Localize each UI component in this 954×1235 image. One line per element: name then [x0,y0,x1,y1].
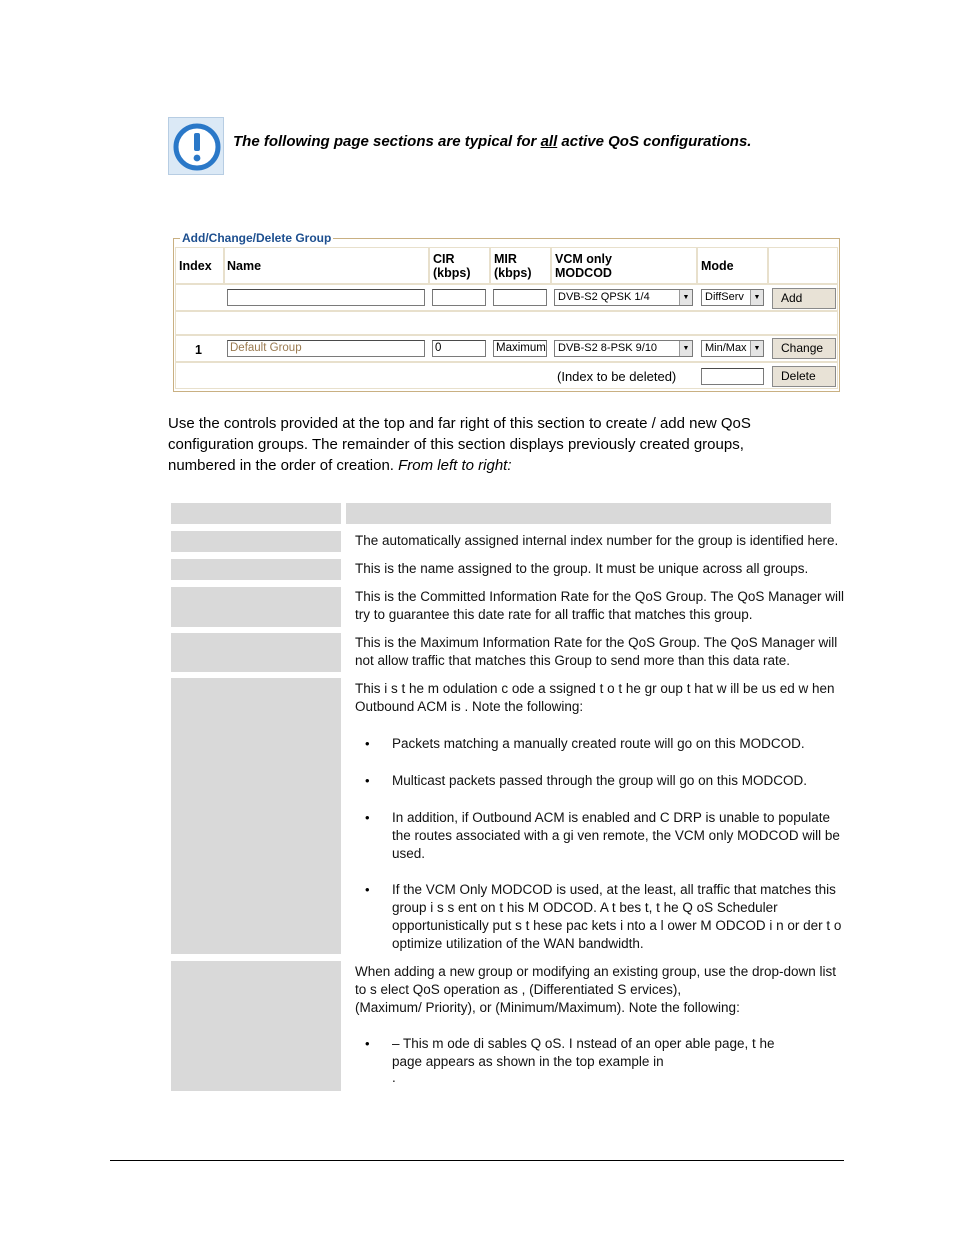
term-cell-cir [171,587,341,627]
desc-name: This is the name assigned to the group. It must be unique across all groups. [355,561,809,576]
intro-paragraph [168,413,808,476]
term-cell-name [171,559,341,580]
desc-mode-line: When adding a new group or modifying an existing group, use the drop-down list [355,964,837,979]
desc-vcm-line: This i s t he m odulation c ode a ssigned t o t he gr oup t hat w ill be us ed w hen [355,681,835,696]
desc-vcm-bullet: In addition, if Outbound ACM is enabled and C DRP is unable to populate [392,810,831,825]
header-cell-action [768,247,838,284]
add-cir-input[interactable] [432,289,486,306]
header-mir: MIR (kbps) [494,252,532,280]
header-cir: CIR (kbps) [433,252,471,280]
desc-mode-bullet: – This m ode di sables Q oS. I nstead of an oper able page, t he [392,1036,775,1051]
paragraph-line: numbered in the order of creation. From left to right: [168,457,512,474]
desc-vcm-bullet: Multicast packets passed through the group will go on this MODCOD. [392,773,807,788]
group-panel-legend: Add/Change/Delete Group [182,231,332,245]
desc-vcm-line: Outbound ACM is . Note the following: [355,699,584,714]
desc-mode-line: (Maximum/ Priority), or (Minimum/Maximum). Note the following: [355,1000,740,1015]
delete-index-label: (Index to be deleted) [557,369,677,384]
table-header-left [171,503,341,524]
header-index: Index [179,259,212,273]
desc-index: The automatically assigned internal index number for the group is identified here. [355,533,839,548]
chevron-down-icon: ▼ [679,290,692,305]
bullet-icon: • [365,882,370,897]
desc-vcm-bullet: used. [392,846,426,861]
desc-mir-line: not allow traffic that matches this Group to send more than this data rate. [355,653,790,668]
add-mode-select[interactable]: DiffServ ▼ [701,289,764,306]
desc-vcm-bullet: optimize utilization of the WAN bandwidth. [392,936,644,951]
bullet-icon: • [365,1036,370,1051]
term-cell-index [171,531,341,552]
desc-vcm-bullet: group i s s ent on t his M ODCOD. A t bes t, t he Q oS Scheduler [392,900,778,915]
desc-vcm-bullet: opportunistically put s t hese pac kets i nto a l ower M ODCOD i n or der t o [392,918,842,933]
desc-vcm-bullet: Packets matching a manually created route will go on this MODCOD. [392,736,805,751]
chevron-down-icon: ▼ [750,341,763,356]
desc-mode-line: to s elect QoS operation as , (Differentiated S ervices), [355,982,682,997]
bullet-icon: • [365,810,370,825]
note-text: The following page sections are typical for all active QoS configurations. [233,133,752,150]
group-name-input[interactable]: Default Group [227,340,425,357]
paragraph-line: configuration groups. The remainder of this section displays previously created groups, [168,436,744,453]
important-note-icon [168,117,224,175]
delete-button[interactable]: Delete [772,366,836,387]
add-modcod-select[interactable]: DVB-S2 QPSK 1/4 ▼ [554,289,693,306]
chevron-down-icon: ▼ [750,290,763,305]
spacer-row-cell [175,311,838,335]
group-modcod-select[interactable]: DVB-S2 8-PSK 9/10 ▼ [554,340,693,357]
bullet-icon: • [365,773,370,788]
add-button[interactable]: Add [772,288,836,309]
term-cell-mode [171,961,341,1091]
group-index: 1 [195,343,202,357]
header-vcm-modcod: VCM only MODCOD [555,252,612,280]
desc-cir-line: This is the Committed Information Rate for the QoS Group. The QoS Manager will [355,589,844,604]
desc-vcm-bullet: the routes associated with a gi ven remote, the VCM only MODCOD will be [392,828,840,843]
chevron-down-icon: ▼ [679,341,692,356]
group-cir-input[interactable]: 0 [432,340,486,357]
paragraph-line: Use the controls provided at the top and far right of this section to create / add new QoS [168,415,751,432]
group-mode-select[interactable]: Min/Max ▼ [701,340,764,357]
term-cell-mir [171,633,341,672]
add-name-input[interactable] [227,289,425,306]
delete-index-input[interactable] [701,368,764,385]
desc-mode-bullet: page appears as shown in the top example in [392,1054,664,1069]
add-mir-input[interactable] [493,289,547,306]
change-button[interactable]: Change [772,338,836,359]
header-name: Name [227,259,262,273]
desc-cir-line: try to guarantee this date rate for all traffic that matches this group. [355,607,753,622]
table-header-right [346,503,831,524]
desc-mode-bullet: . [392,1070,396,1085]
group-mir-input[interactable]: Maximum [493,340,547,357]
header-mode: Mode [701,259,734,273]
desc-vcm-bullet: If the VCM Only MODCOD is used, at the least, all traffic that matches this [392,882,836,897]
term-cell-vcm-modcod [171,678,341,954]
bullet-icon: • [365,736,370,751]
desc-mir-line: This is the Maximum Information Rate for the QoS Group. The QoS Manager will [355,635,838,650]
footer-divider [110,1160,844,1161]
